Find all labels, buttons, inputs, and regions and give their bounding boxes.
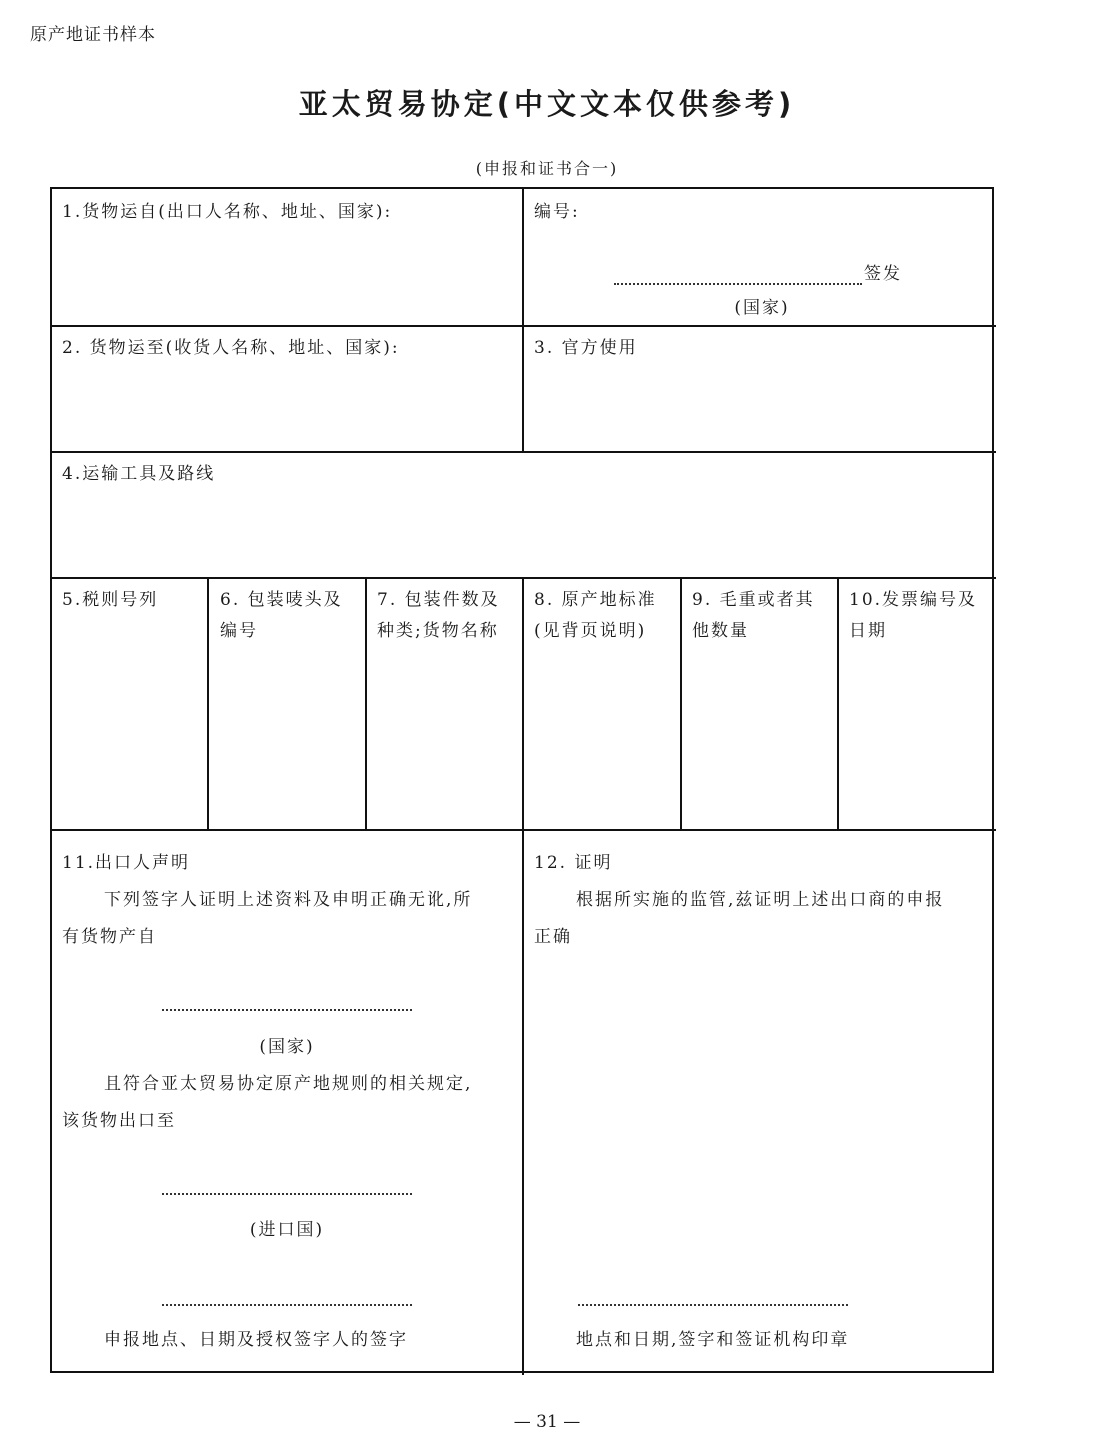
page-number: — 31 — <box>513 1412 581 1432</box>
box12-line2: 正确 <box>534 927 572 947</box>
serial-country-label: (国家) <box>734 298 790 318</box>
document-subtitle: (申报和证书合一) <box>475 159 619 178</box>
col9-label-line2: 他数量 <box>692 621 749 641</box>
col7-label-line2: 种类;货物名称 <box>377 621 499 641</box>
header-note: 原产地证书样本 <box>30 25 156 45</box>
issuing-country-blank <box>614 283 862 285</box>
exporter-signature-blank <box>162 1304 412 1306</box>
box11-line2: 有货物产自 <box>62 927 157 947</box>
col5-label: 5.税则号列 <box>62 590 159 610</box>
box11-line4: 该货物出口至 <box>62 1111 176 1131</box>
col7-label-line1: 7. 包装件数及 <box>377 590 500 610</box>
box1-label: 1.货物运自(出口人名称、地址、国家): <box>62 202 393 222</box>
box11-importer-label: (进口国) <box>249 1220 325 1240</box>
divider-col5 <box>207 577 209 829</box>
col6-label-line2: 编号 <box>220 621 258 641</box>
origin-country-blank <box>162 1009 412 1011</box>
col8-label-line2: (见背页说明) <box>534 621 647 641</box>
document-title: 亚太贸易协定(中文文本仅供参考) <box>298 87 796 121</box>
certifier-signature-blank <box>578 1304 848 1306</box>
divider-col-top <box>522 189 524 451</box>
serial-label: 编号: <box>534 202 580 222</box>
divider-row1 <box>52 325 522 327</box>
col8-label-line1: 8. 原产地标准 <box>534 590 657 610</box>
box2-label: 2. 货物运至(收货人名称、地址、国家): <box>62 338 400 358</box>
col6-label-line1: 6. 包装唛头及 <box>220 590 343 610</box>
box12-line1: 根据所实施的监管,兹证明上述出口商的申报 <box>576 890 945 910</box>
box11-line3: 且符合亚太贸易协定原产地规则的相关规定, <box>104 1074 473 1094</box>
divider-row1-right <box>522 325 996 327</box>
box11-label: 11.出口人声明 <box>62 853 191 873</box>
box11-country-label: (国家) <box>259 1037 315 1057</box>
box4-label: 4.运输工具及路线 <box>62 464 216 484</box>
certificate-form <box>50 187 994 1373</box>
col10-label-line1: 10.发票编号及 <box>849 590 978 610</box>
issued-label: 签发 <box>864 264 902 284</box>
divider-row4 <box>52 829 996 831</box>
divider-row2 <box>52 451 996 453</box>
box12-label: 12. 证明 <box>534 853 613 873</box>
box3-label: 3. 官方使用 <box>534 338 638 358</box>
box11-line1: 下列签字人证明上述资料及申明正确无讹,所 <box>104 890 473 910</box>
divider-col7 <box>522 577 524 1375</box>
importing-country-blank <box>162 1193 412 1195</box>
box12-sign-label: 地点和日期,签字和签证机构印章 <box>576 1330 850 1350</box>
divider-col9 <box>837 577 839 829</box>
box11-sign-label: 申报地点、日期及授权签字人的签字 <box>104 1330 408 1350</box>
divider-col8 <box>680 577 682 829</box>
divider-col6 <box>365 577 367 829</box>
col10-label-line2: 日期 <box>849 621 887 641</box>
divider-row3 <box>52 577 996 579</box>
col9-label-line1: 9. 毛重或者其 <box>692 590 815 610</box>
